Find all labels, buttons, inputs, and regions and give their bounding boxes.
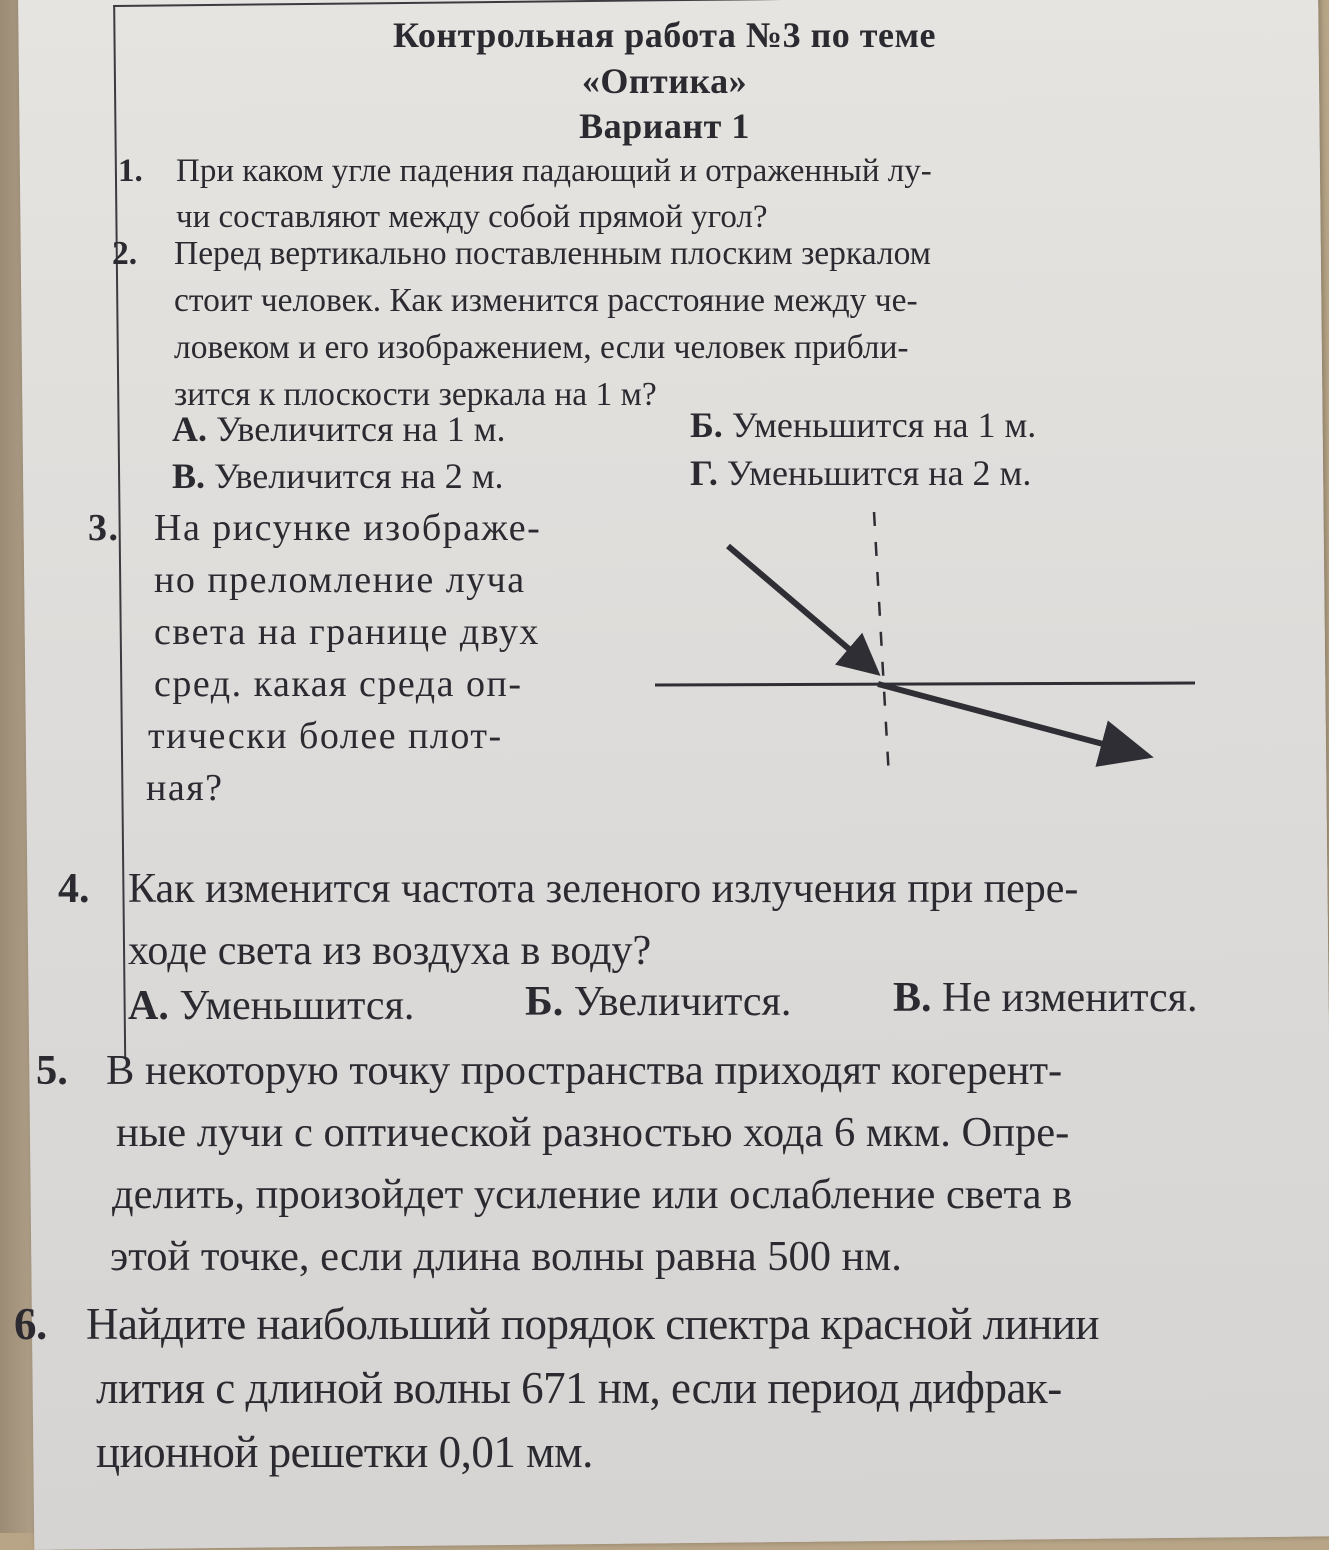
question-line: Перед вертикально поставленным плоским зеркалом	[174, 235, 931, 272]
normal-line	[874, 512, 889, 778]
question-line: ходе света из воздуха в воду?	[128, 928, 652, 974]
question-number: 6.	[14, 1299, 47, 1349]
question-line: ные лучи с оптической разностью хода 6 мкм. Опре-	[116, 1109, 1070, 1156]
question-line: сред. какая среда оп-	[154, 663, 523, 705]
refraction-diagram	[640, 500, 1200, 790]
question-5	[36, 1040, 1072, 1288]
variant-label: Вариант 1	[579, 106, 750, 146]
question-line: но преломление луча	[154, 559, 526, 601]
question-line: Как изменится частота зеленого излучения при пере-	[128, 866, 1079, 912]
answer-option-g	[690, 452, 1031, 494]
question-line: стоит человек. Как изменится расстояние между че-	[174, 282, 918, 319]
option-letter: В.	[893, 975, 932, 1021]
question-line: света на границе двух	[154, 611, 540, 653]
option-letter: Б.	[525, 979, 564, 1025]
question-number: 3.	[88, 507, 120, 549]
question-line: Найдите наибольший порядок спектра красной линии	[86, 1299, 1099, 1349]
test-topic: «Оптика»	[581, 61, 748, 101]
option-text: Уменьшится.	[179, 983, 415, 1029]
option-text: Уменьшится на 1 м.	[731, 405, 1037, 445]
refracted-ray	[878, 684, 1148, 756]
option-text: Увеличится на 1 м.	[216, 409, 506, 449]
answer-option-v	[893, 974, 1197, 1022]
question-line: В некоторую точку пространства приходят когерент-	[106, 1047, 1063, 1094]
question-4	[58, 858, 1078, 982]
answer-option-b	[690, 404, 1036, 446]
question-6	[14, 1292, 1099, 1484]
option-text: Увеличится на 2 м.	[214, 456, 504, 496]
question-3	[88, 502, 541, 814]
question-line: чи составляют между собой прямой угол?	[176, 199, 768, 235]
test-title: Контрольная работа №3 по теме	[393, 15, 936, 55]
question-line: тически более плот-	[148, 715, 503, 757]
option-letter: Б.	[690, 405, 723, 445]
question-number: 2.	[112, 235, 138, 272]
question-line: ная?	[146, 767, 224, 809]
question-line: ловеком и его изображением, если человек прибли-	[174, 329, 909, 366]
media-boundary-line	[655, 683, 1195, 685]
question-line: лития с длиной волны 671 нм, если период дифрак-	[96, 1363, 1062, 1413]
answer-option-v	[172, 455, 504, 497]
question-1	[118, 148, 932, 240]
answer-option-b	[525, 978, 791, 1026]
option-letter: А.	[172, 409, 207, 449]
question-line: делить, произойдет усиление или ослабление света в	[112, 1171, 1073, 1218]
question-line: При каком угле падения падающий и отраженный лу-	[176, 153, 932, 189]
question-2	[112, 230, 931, 418]
question-number: 1.	[118, 153, 143, 189]
option-text: Увеличится.	[573, 979, 792, 1025]
option-letter: В.	[172, 456, 206, 496]
question-line: зится к плоскости зеркала на 1 м?	[174, 376, 657, 413]
answer-option-a	[172, 408, 506, 450]
incident-ray	[728, 546, 876, 672]
answer-option-a	[128, 982, 414, 1030]
question-line: ционной решетки 0,01 мм.	[96, 1427, 593, 1477]
question-number: 5.	[36, 1047, 68, 1094]
question-line: На рисунке изображе-	[154, 507, 542, 549]
option-letter: Г.	[690, 453, 718, 493]
option-text: Уменьшится на 2 м.	[726, 453, 1032, 493]
option-text: Не изменится.	[942, 975, 1198, 1021]
question-number: 4.	[58, 866, 90, 912]
option-letter: А.	[128, 983, 169, 1029]
question-line: этой точке, если длина волны равна 500 нм.	[110, 1233, 902, 1280]
